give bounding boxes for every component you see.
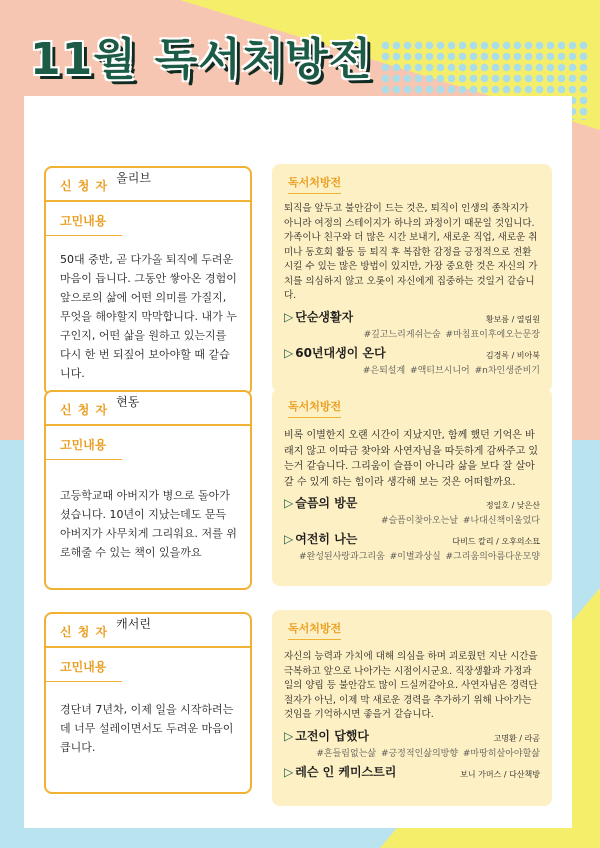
book-author: 김경록 / 비아북 bbox=[485, 350, 540, 360]
play-arrow-icon: ▷ bbox=[284, 532, 294, 546]
book-recommendation bbox=[272, 727, 552, 759]
book-tags: #은퇴설계 #액티브시니어 #n차인생준비기 bbox=[362, 365, 540, 376]
book-title-text: 레슨 인 케미스트리 bbox=[295, 764, 397, 779]
book-recommendation bbox=[272, 763, 552, 780]
play-arrow-icon: ▷ bbox=[284, 309, 294, 324]
book-title-text: 단순생활자 bbox=[295, 309, 354, 324]
concern-label: 고민내용 bbox=[46, 648, 122, 682]
book-title-text: 60년대생이 온다 bbox=[295, 345, 386, 360]
book-title bbox=[284, 308, 353, 325]
prescription-text: 자신의 능력과 가치에 대해 의심을 하며 괴로웠던 지난 시간을 극복하고 앞으로 나아가는 시점이시군요. 직장생활과 가정과 일의 양립 등 불안감도 많이 드실꺼같아요. 사연자님은 경력단절자가 아닌, 이제 막 새로운 경력을 추가하기 위해 나아가는 것임을 기억하시면 좋을거 같습니다. bbox=[284, 651, 538, 720]
play-arrow-icon: ▷ bbox=[284, 728, 294, 743]
book-author: 보니 가머스 / 다산책방 bbox=[460, 769, 540, 779]
book-author: 황보름 / 열림원 bbox=[485, 314, 540, 324]
concern-card-3 bbox=[44, 612, 252, 794]
prescription-label-text: 독서처방전 bbox=[288, 174, 341, 194]
book-title bbox=[284, 530, 357, 547]
play-arrow-icon: ▷ bbox=[284, 496, 294, 510]
concern-card-1 bbox=[44, 166, 252, 396]
book-title bbox=[284, 763, 396, 780]
prescription-card-2 bbox=[272, 388, 552, 586]
concern-text: 경단녀 7년차, 이제 일을 시작하려는데 너무 설레이면서도 두려운 마음이 큽니다. bbox=[60, 703, 234, 754]
book-title bbox=[284, 494, 357, 511]
title-month: 11월 bbox=[30, 34, 137, 85]
prescription-text: 퇴직을 앞두고 불안감이 드는 것은, 퇴직이 인생의 종착지가 아니라 여정의 스테이지가 하나의 과정이기 때문일 것입니다. 가족이나 친구와 더 많은 시간 보내기, 새로운 직업, 새로운 취미나 동호회 활동 등 퇴직 후 복잡한 감정을 긍정적으로 전환시킬 수 있는 많은 방법이 있지만, 가장 중요한 것은 자신의 가치를 의심하지 않고 오롯이 자신에게 집중하는 것일거 같습니다. bbox=[284, 203, 538, 301]
asker-row bbox=[46, 168, 250, 202]
play-arrow-icon: ▷ bbox=[284, 764, 294, 779]
prescription-card-1 bbox=[272, 164, 552, 392]
prescription-label bbox=[272, 388, 552, 418]
asker-row bbox=[46, 392, 250, 426]
title-main: 독서처방전 bbox=[154, 34, 373, 85]
book-author: 고명환 / 라곰 bbox=[493, 733, 540, 743]
book-recommendation bbox=[272, 530, 552, 562]
prescription-card-3 bbox=[272, 610, 552, 806]
book-author: 정일호 / 낮은산 bbox=[485, 501, 540, 510]
page-title bbox=[30, 20, 372, 90]
prescription-label bbox=[272, 610, 552, 640]
concern-label: 고민내용 bbox=[46, 426, 122, 460]
concern-card-2 bbox=[44, 390, 252, 590]
book-title-text: 여전히 나는 bbox=[295, 532, 358, 546]
book-recommendation bbox=[272, 308, 552, 340]
asker-row bbox=[46, 614, 250, 648]
book-tags: #슬픔이찾아오는날 #나대신책이울었다 bbox=[380, 516, 540, 526]
prescription-text: 비록 이별한지 오랜 시간이 지났지만, 함께 했던 기억은 바래지 않고 이따금 찾아와 사연자님을 따듯하게 감싸주고 있는거 같습니다. 그리움이 슬픔이 아니라 삶을 보다 잘 살아갈 수 있게 하는 힘이라 생각해 보는 것은 어떠할까요. bbox=[284, 430, 539, 488]
book-title-text: 고전이 답했다 bbox=[295, 728, 369, 743]
asker-name: 올리브 bbox=[116, 171, 151, 185]
book-recommendation bbox=[272, 494, 552, 526]
asker-label: 신 청 자 bbox=[60, 625, 109, 639]
book-title bbox=[284, 727, 369, 744]
asker-label: 신 청 자 bbox=[60, 179, 109, 193]
book-title-text: 슬픔의 방문 bbox=[295, 496, 358, 510]
asker-name: 캐서린 bbox=[116, 617, 151, 631]
asker-label: 신 청 자 bbox=[60, 403, 109, 417]
play-arrow-icon: ▷ bbox=[284, 345, 294, 360]
book-recommendation bbox=[272, 344, 552, 376]
asker-name: 현동 bbox=[116, 395, 140, 409]
prescription-label-text: 독서처방전 bbox=[288, 398, 341, 418]
concern-text: 50대 중반, 곧 다가올 퇴직에 두려운 마음이 듭니다. 그동안 쌓아온 경험이 앞으로의 삶에 어떤 의미를 가질지, 무엇을 해야할지 막막합니다. 내가 누구인지, 어떤 삶을 원하고 있는지를 다시 한 번 되짚어 보아야할 때 같습니다. bbox=[60, 253, 237, 380]
concern-label: 고민내용 bbox=[46, 202, 122, 236]
prescription-label bbox=[272, 164, 552, 194]
book-title bbox=[284, 344, 386, 361]
prescription-label-text: 독서처방전 bbox=[288, 620, 341, 640]
book-author: 다비드 칼리 / 오후의소묘 bbox=[452, 537, 540, 546]
book-tags: #흔들림없는삶 #긍정적인삶의방향 #마땅히살아야할삶 bbox=[316, 748, 540, 759]
book-tags: #완성된사랑과그리움 #이별과상실 #그리움의아름다운모양 bbox=[298, 552, 540, 562]
concern-text: 고등학교때 아버지가 병으로 돌아가셨습니다. 10년이 지났는데도 문득 아버지가 사무치게 그리워요. 저를 위로해줄 수 있는 책이 있을까요 bbox=[60, 489, 237, 559]
book-tags: #깊고느리게쉬는숨 #마침표이후에오는문장 bbox=[363, 329, 540, 340]
